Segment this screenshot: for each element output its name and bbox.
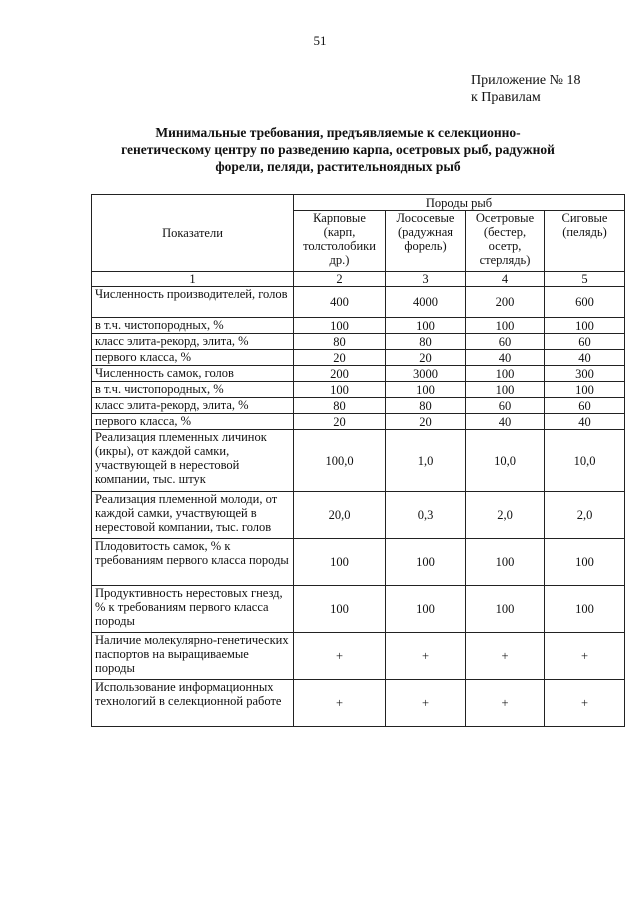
row-value: 200 — [294, 366, 386, 382]
table-row — [92, 633, 625, 680]
table-row — [92, 539, 625, 586]
table-row — [92, 334, 625, 350]
row-value: 100 — [386, 586, 466, 633]
header-breed: Осетровые (бестер, осетр, стерлядь) — [466, 211, 545, 272]
row-value: 0,3 — [386, 492, 466, 539]
row-value: 60 — [545, 334, 625, 350]
row-value: 20,0 — [294, 492, 386, 539]
column-number: 2 — [294, 272, 386, 287]
row-value: 100 — [545, 539, 625, 586]
row-value: + — [466, 633, 545, 680]
row-value: 200 — [466, 287, 545, 318]
table-row — [92, 398, 625, 414]
row-value: + — [386, 633, 466, 680]
row-value: 60 — [466, 334, 545, 350]
row-value: 60 — [545, 398, 625, 414]
row-value: 3000 — [386, 366, 466, 382]
row-label: первого класса, % — [92, 414, 294, 430]
row-value: 100,0 — [294, 430, 386, 492]
row-value: 2,0 — [466, 492, 545, 539]
row-value: 40 — [545, 350, 625, 366]
column-number: 5 — [545, 272, 625, 287]
row-value: 100 — [386, 382, 466, 398]
appendix-line: Приложение № 18 — [471, 73, 581, 88]
header-breed: Сиговые (пелядь) — [545, 211, 625, 272]
row-label: в т.ч. чистопородных, % — [92, 318, 294, 334]
row-label: класс элита-рекорд, элита, % — [92, 334, 294, 350]
row-value: 20 — [294, 414, 386, 430]
row-value: 4000 — [386, 287, 466, 318]
row-value: 80 — [294, 334, 386, 350]
title-line: форели, пеляди, растительноядных рыб — [215, 159, 461, 174]
page-number: 51 — [313, 33, 327, 48]
row-value: 80 — [294, 398, 386, 414]
row-value: 100 — [466, 539, 545, 586]
row-label: Численность самок, голов — [92, 366, 294, 382]
row-value: 100 — [545, 586, 625, 633]
header-breed: Карповые (карп, толстолобики др.) — [294, 211, 386, 272]
appendix-line: к Правилам — [471, 90, 541, 105]
row-label: Реализация племенных личинок (икры), от каждой самки, участвующей в нерестовой компании, тыс. штук — [92, 430, 294, 492]
row-value: 20 — [386, 414, 466, 430]
table-row — [92, 492, 625, 539]
requirements-table — [91, 194, 625, 727]
row-value: 80 — [386, 334, 466, 350]
row-value: 1,0 — [386, 430, 466, 492]
row-value: 100 — [294, 586, 386, 633]
row-value: 60 — [466, 398, 545, 414]
row-value: + — [466, 680, 545, 727]
row-value: + — [545, 680, 625, 727]
row-value: + — [294, 633, 386, 680]
row-value: 40 — [466, 414, 545, 430]
row-value: 100 — [545, 382, 625, 398]
row-label: класс элита-рекорд, элита, % — [92, 398, 294, 414]
table-row — [92, 586, 625, 633]
row-value: + — [545, 633, 625, 680]
row-value: + — [386, 680, 466, 727]
row-value: 100 — [545, 318, 625, 334]
row-label: Численность производителей, голов — [92, 287, 294, 318]
header-indicators: Показатели — [92, 195, 294, 272]
row-value: 300 — [545, 366, 625, 382]
table-row — [92, 414, 625, 430]
table-row — [92, 366, 625, 382]
row-value: 100 — [294, 539, 386, 586]
row-label: Продуктивность нерестовых гнезд, % к требованиям первого класса породы — [92, 586, 294, 633]
table-row — [92, 318, 625, 334]
table-row — [92, 382, 625, 398]
row-value: 100 — [386, 318, 466, 334]
title-line: Минимальные требования, предъявляемые к селекционно- — [155, 125, 521, 140]
column-number: 3 — [386, 272, 466, 287]
row-value: 100 — [466, 318, 545, 334]
row-value: 100 — [294, 382, 386, 398]
table-row — [92, 430, 625, 492]
appendix-reference — [471, 72, 581, 106]
row-value: 100 — [466, 586, 545, 633]
row-value: 100 — [466, 382, 545, 398]
table-row — [92, 287, 625, 318]
table-row — [92, 350, 625, 366]
row-value: 40 — [545, 414, 625, 430]
row-value: 80 — [386, 398, 466, 414]
row-label: Плодовитость самок, % к требованиям первого класса породы — [92, 539, 294, 586]
row-label: в т.ч. чистопородных, % — [92, 382, 294, 398]
column-number: 1 — [92, 272, 294, 287]
row-value: 2,0 — [545, 492, 625, 539]
row-label: первого класса, % — [92, 350, 294, 366]
row-value: 10,0 — [466, 430, 545, 492]
table-row — [92, 680, 625, 727]
header-breeds-group: Породы рыб — [294, 195, 625, 211]
header-breed: Лососевые (радужная форель) — [386, 211, 466, 272]
row-label: Наличие молекулярно-генетических паспортов на выращиваемые породы — [92, 633, 294, 680]
title-line: генетическому центру по разведению карпа, осетровых рыб, радужной — [121, 142, 555, 157]
row-label: Реализация племенной молоди, от каждой самки, участвующей в нерестовой компании, тыс. голов — [92, 492, 294, 539]
document-title — [118, 124, 558, 175]
row-value: 20 — [386, 350, 466, 366]
row-value: + — [294, 680, 386, 727]
row-value: 100 — [294, 318, 386, 334]
row-value: 10,0 — [545, 430, 625, 492]
column-number: 4 — [466, 272, 545, 287]
row-value: 100 — [386, 539, 466, 586]
row-value: 100 — [466, 366, 545, 382]
table-body — [92, 287, 625, 727]
row-value: 40 — [466, 350, 545, 366]
row-value: 400 — [294, 287, 386, 318]
row-value: 600 — [545, 287, 625, 318]
row-value: 20 — [294, 350, 386, 366]
row-label: Использование информационных технологий в селекционной работе — [92, 680, 294, 727]
